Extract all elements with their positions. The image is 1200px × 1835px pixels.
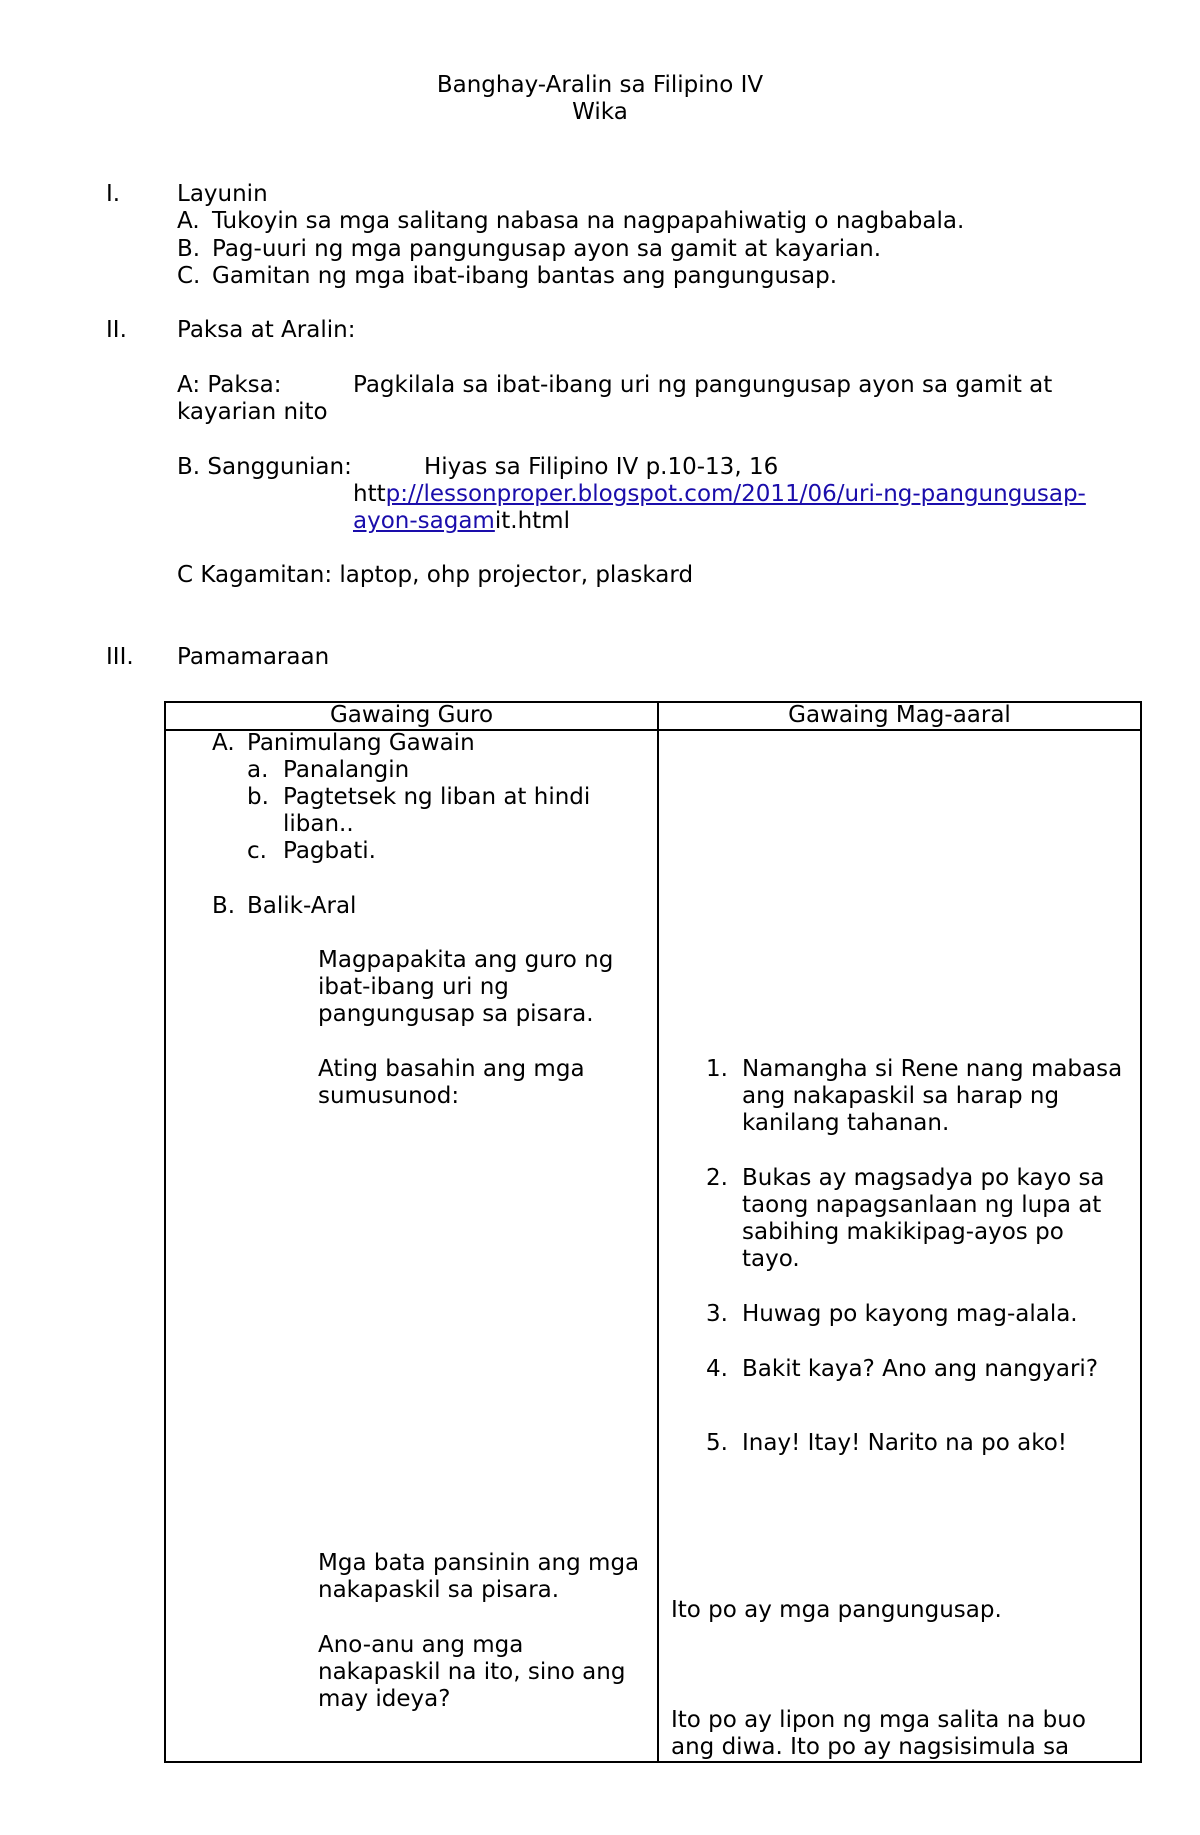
table-header-magaaral: Gawaing Mag-aaral	[788, 702, 1011, 728]
section3-heading: Pamamaraan	[177, 644, 330, 670]
paksa-text-line1: Pagkilala sa ibat-ibang uri ng pangungusap ayon sa gamit at	[353, 372, 1053, 398]
student-item3-marker: 3.	[706, 1301, 728, 1327]
guro-sub-b-marker: b.	[247, 784, 269, 810]
objective-b-text: Pag-uuri ng mga pangungusap ayon sa gamit at kayarian.	[212, 236, 882, 262]
paksa-label: A: Paksa:	[177, 372, 282, 398]
student-answer2-line1: Ito po ay lipon ng mga salita na buo	[671, 1707, 1086, 1733]
paksa-text-line2: kayarian nito	[177, 399, 328, 425]
guro-p2-line1: Ating basahin ang mga	[318, 1056, 585, 1082]
objective-c-marker: C.	[177, 263, 201, 289]
guro-a-text: Panimulang Gawain	[247, 730, 475, 756]
guro-sub-b-line2: liban..	[283, 811, 354, 837]
sanggunian-label: B. Sanggunian:	[177, 454, 352, 480]
reference-link-part1[interactable]: p://lessonproper.blogspot.com/2011/06/uri-ng-pangungusap-	[385, 481, 1086, 507]
student-item2-line3: sabihing makikipag-ayos po	[742, 1219, 1064, 1245]
student-item4-marker: 4.	[706, 1356, 728, 1382]
reference-url-line1	[353, 481, 1086, 508]
objective-a-marker: A.	[177, 208, 200, 234]
student-item1-line2: ang nakapaskil sa harap ng	[742, 1083, 1060, 1109]
guro-p3-line1: Mga bata pansinin ang mga	[318, 1550, 640, 1576]
guro-p1-line2: ibat-ibang uri ng	[318, 974, 509, 1000]
document-subtitle: Wika	[572, 99, 628, 125]
student-item1-marker: 1.	[706, 1056, 728, 1082]
student-item1-line1: Namangha si Rene nang mabasa	[742, 1056, 1123, 1082]
student-item2-line1: Bukas ay magsadya po kayo sa	[742, 1165, 1105, 1191]
section2-heading: Paksa at Aralin:	[177, 317, 356, 343]
sanggunian-text: Hiyas sa Filipino IV p.10-13, 16	[424, 454, 779, 480]
guro-p4-line3: may ideya?	[318, 1686, 451, 1712]
guro-p4-line2: nakapaskil na ito, sino ang	[318, 1659, 626, 1685]
section3-number: III.	[106, 644, 134, 670]
guro-p4-line1: Ano-anu ang mga	[318, 1632, 524, 1658]
table-header-guro: Gawaing Guro	[329, 702, 494, 728]
student-item2-line2: taong napagsanlaan ng lupa at	[742, 1192, 1102, 1218]
student-answer1: Ito po ay mga pangungusap.	[671, 1597, 1002, 1623]
student-answer2-line2: ang diwa. Ito po ay nagsisimula sa	[671, 1734, 1070, 1760]
guro-sub-c-text: Pagbati.	[283, 838, 376, 864]
student-item5-marker: 5.	[706, 1430, 728, 1456]
guro-p1-line1: Magpapakita ang guro ng	[318, 947, 614, 973]
objective-a-text: Tukoyin sa mga salitang nabasa na nagpapahiwatig o nagbabala.	[212, 208, 965, 234]
guro-sub-a-marker: a.	[247, 757, 269, 783]
objective-b-marker: B.	[177, 236, 201, 262]
url-prefix: htt	[353, 481, 386, 507]
section2-number: II.	[106, 317, 127, 343]
guro-sub-b-line1: Pagtetsek ng liban at hindi	[283, 784, 591, 810]
student-item2-line4: tayo.	[742, 1246, 800, 1272]
reference-link-part2[interactable]: ayon-sagam	[353, 508, 495, 534]
objective-c-text: Gamitan ng mga ibat-ibang bantas ang pangungusap.	[212, 263, 838, 289]
guro-sub-a-text: Panalangin	[283, 757, 410, 783]
guro-sub-c-marker: c.	[247, 838, 267, 864]
reference-url-line2	[353, 508, 570, 535]
table-column-divider	[657, 701, 659, 1763]
url-suffix: it.html	[494, 508, 570, 534]
guro-a-marker: A.	[212, 730, 235, 756]
student-item5-line1: Inay! Itay! Narito na po ako!	[742, 1430, 1068, 1456]
guro-b-marker: B.	[212, 893, 236, 919]
student-item3-line1: Huwag po kayong mag-alala.	[742, 1301, 1078, 1327]
section1-number: I.	[106, 181, 121, 207]
guro-p1-line3: pangungusap sa pisara.	[318, 1001, 594, 1027]
student-item2-marker: 2.	[706, 1165, 728, 1191]
guro-b-text: Balik-Aral	[247, 893, 357, 919]
student-item1-line3: kanilang tahanan.	[742, 1110, 950, 1136]
guro-p2-line2: sumusunod:	[318, 1083, 460, 1109]
section1-heading: Layunin	[177, 181, 268, 207]
document-title: Banghay-Aralin sa Filipino IV	[436, 72, 764, 98]
guro-p3-line2: nakapaskil sa pisara.	[318, 1577, 560, 1603]
kagamitan-text: C Kagamitan: laptop, ohp projector, plaskard	[177, 562, 694, 588]
student-item4-line1: Bakit kaya? Ano ang nangyari?	[742, 1356, 1099, 1382]
